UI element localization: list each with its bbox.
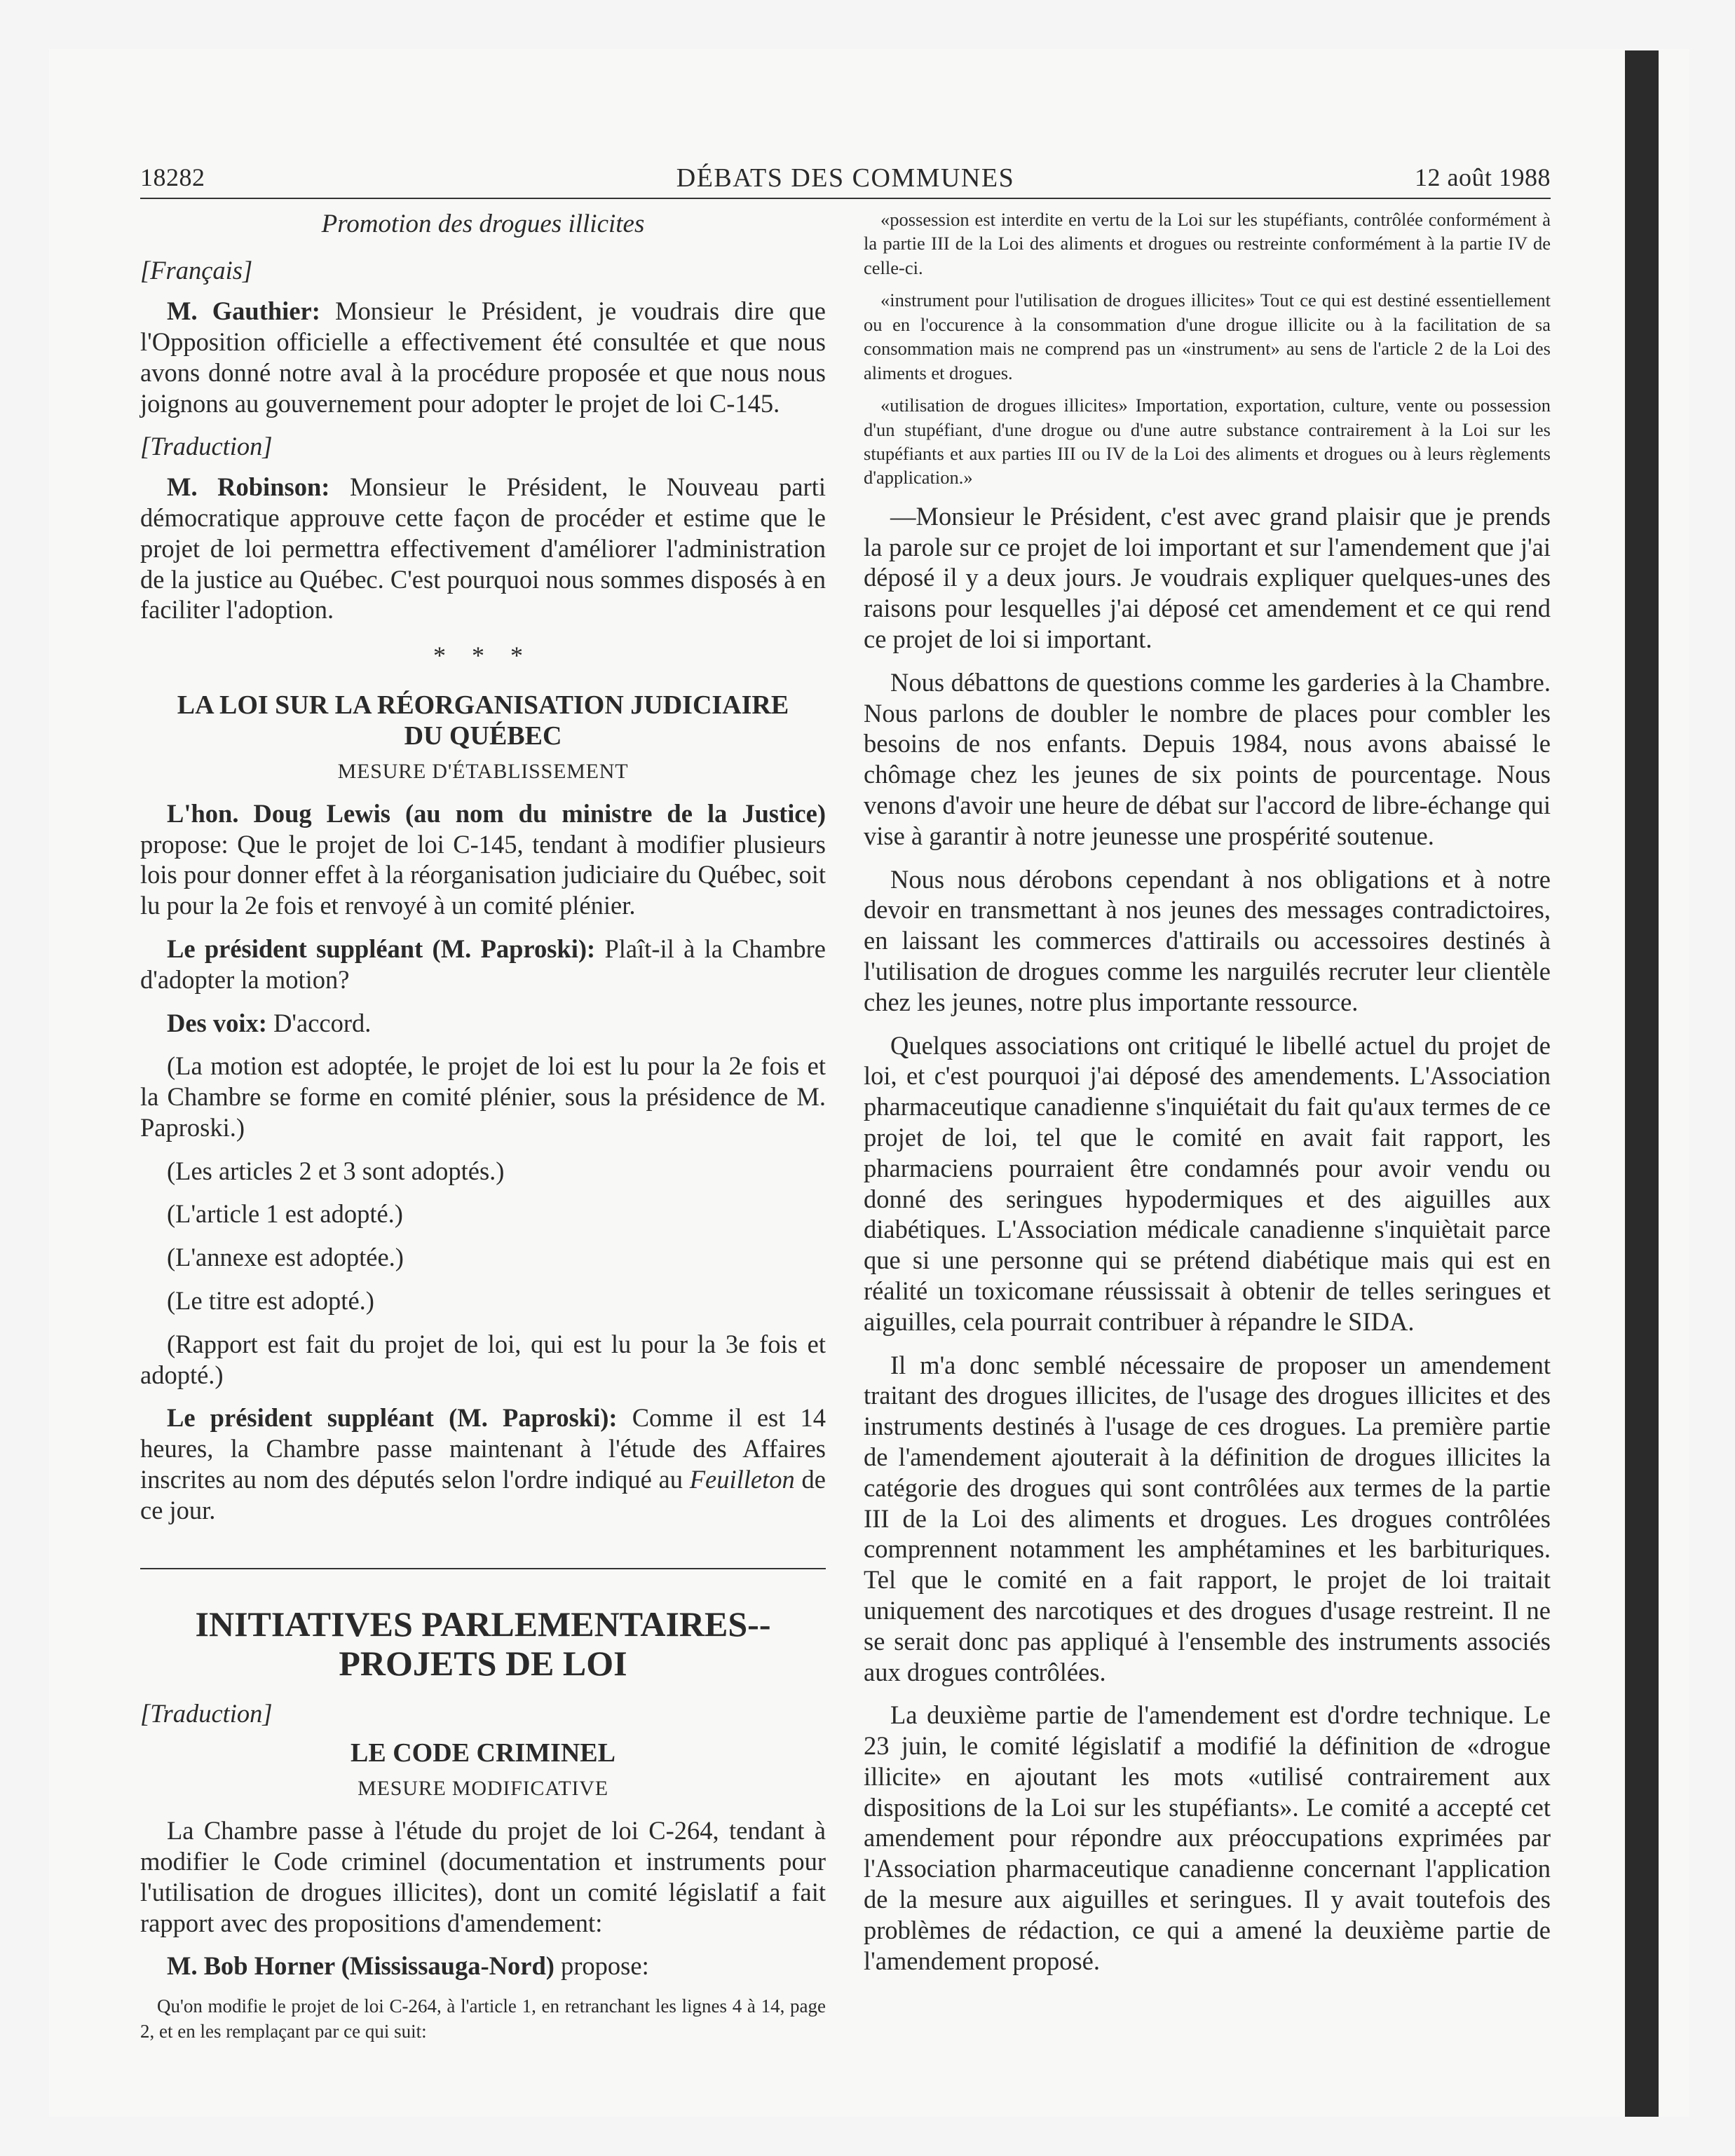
speaker-president: Le président suppléant (M. Paproski): — [167, 934, 596, 963]
section-title-code-criminel: LE CODE CRIMINEL — [351, 1738, 615, 1768]
section-subhead-modificative: MESURE MODIFICATIVE — [358, 1777, 608, 1801]
paragraph-right-5: Il m'a donc semblé nécessaire de proposer un amendement traitant des drogues illicites, de l'usage des drogues illicites et des instruments destinés à l'usage de ces drogues. La première partie de l'amendement ajouterait à la définition de drogues illicites la catégorie des drogues qui sont contrôlées aux termes de la partie III de la Loi des aliments et drogues. Les drogues contrôlées comprennent notamment les amphétamines et les barbituriques. Tel que le comité en a fait rapport, le projet de loi traitait uniquement des narcotiques et des drogues d'usage restreint. Il ne se serait donc pas appliqué à l'ensemble des instruments associés aux drogues contrôlées. — [864, 1350, 1551, 1686]
feuilleton-italic: Feuilleton — [689, 1465, 795, 1494]
speaker-president: Le président suppléant (M. Paproski): — [167, 1403, 618, 1433]
scan-edge-shadow — [1625, 50, 1659, 2117]
language-marker-traduction: [Traduction] — [140, 432, 273, 461]
paragraph-right-1: —Monsieur le Président, c'est avec grand plaisir que je prends la parole sur ce projet de loi important et sur l'amendement que j'ai déposé il y a deux jours. Je voudrais expliquer quelques-unes des raisons pour lesquelles j'ai déposé cet amendement et ce qui rend ce projet de loi si important. — [864, 501, 1551, 653]
paragraph-rapport: (Rapport est fait du projet de loi, qui est lu pour la 3e fois et adopté.) — [140, 1329, 826, 1389]
definition-quote-instrument: «instrument pour l'utilisation de drogues illicites» Tout ce qui est destiné essentiellement ou en l'occurence à la consommation d'une drogue illicite ou à la facilitation de sa consommation mais ne comprend pas un «instrument» au sens de l'article 2 de la Loi des aliments et drogues. — [864, 289, 1551, 383]
header-rule — [140, 198, 1551, 199]
definition-quote-utilisation: «utilisation de drogues illicites» Importation, exportation, culture, vente ou possession d'un stupéfiant, d'une drogue ou d'une autre substance contrairement à la Loi sur les stupéfiants et aux parties III ou IV de la Loi des aliments et drogues ou à leurs règlements d'application.» — [864, 395, 1551, 489]
page-header — [140, 163, 1551, 199]
right-column — [864, 207, 1551, 1988]
language-marker-francais: [Français] — [140, 256, 253, 285]
paragraph-president-1: Le président suppléant (M. Paproski): Plaît-il à la Chambre d'adopter la motion? — [140, 934, 826, 994]
speaker-lewis: L'hon. Doug Lewis (au nom du ministre de la Justice) — [167, 798, 826, 828]
page-date: 12 août 1988 — [1415, 163, 1551, 191]
paragraph-president-2: Le président suppléant (M. Paproski): Comme il est 14 heures, la Chambre passe maintenant à l'étude des Affaires inscrites au nom des députés selon l'ordre indiqué au Feuilleton de ce jour. — [140, 1403, 826, 1524]
paragraph-article-1: (L'article 1 est adopté.) — [167, 1199, 403, 1229]
running-title: DÉBATS DES COMMUNES — [676, 163, 1015, 193]
paragraph-lewis: L'hon. Doug Lewis (au nom du ministre de la Justice) propose: Que le projet de loi C-145, tendant à modifier plusieurs lois pour donner effet à la réorganisation judiciaire du Québec, soit lu pour la 2e fois et renvoyé à un comité plénier. — [140, 798, 826, 920]
definition-quote-possession: «possession est interdite en vertu de la Loi sur les stupéfiants, contrôlée conformément à la partie III de la Loi des aliments et drogues ou restreinte conformément à la partie IV de celle-ci. — [864, 209, 1551, 278]
left-column — [140, 207, 826, 2052]
section-separator: * * * — [433, 641, 533, 670]
language-marker-traduction: [Traduction] — [140, 1698, 273, 1728]
paragraph-annexe: (L'annexe est adoptée.) — [167, 1243, 404, 1272]
section-subhead-etablissement: MESURE D'ÉTABLISSEMENT — [337, 759, 629, 783]
section-divider — [140, 1568, 826, 1569]
paragraph-right-2: Nous débattons de questions comme les garderies à la Chambre. Nous parlons de doubler le nombre de places pour combler les besoins de nos enfants. Depuis 1984, nous avons abaissé le chômage chez les jeunes de six points de pourcentage. Nous venons d'avoir une heure de débat sur l'accord de libre-échange qui vise à garantir à notre jeunesse une prospérité soutenue. — [864, 667, 1551, 850]
paragraph-right-6: La deuxième partie de l'amendement est d'ordre technique. Le 23 juin, le comité législatif a modifié la définition de «drogue illicite» en ajoutant les mots «utilisé contrairement aux dispositions de la Loi sur les stupéfiants». Le comité a accepté cet amendement pour répondre aux préoccupations exprimées par l'Association pharmaceutique canadienne concernant l'application de la mesure aux aiguilles et seringues. Il y avait toutefois des problèmes de rédaction, ce qui a amené la deuxième partie de l'amendement proposé. — [864, 1700, 1551, 1975]
paragraph-right-4: Quelques associations ont critiqué le libellé actuel du projet de loi, et c'est pourquoi j'ai déposé des amendements. L'Association pharmaceutique canadienne s'inquiétait du fait qu'aux termes de ce projet de loi, tel que le comité en avait fait rapport, les pharmaciens pourraient être condamnés pour avoir vendu ou donné des seringues hypodermiques et des aiguilles aux diabétiques. L'Association médicale canadienne s'inquiètait parce que si une personne qui se prétend diabétique mais qui est en réalité un toxicomane réussissait à obtenir de telles seringues et aiguilles, cela pourrait contribuer à répandre le SIDA. — [864, 1030, 1551, 1336]
paragraph-titre: (Le titre est adopté.) — [167, 1286, 374, 1316]
paragraph-right-3: Nous nous dérobons cependant à nos obligations et à notre devoir en transmettant à nos jeunes des messages contradictoires, en laissant les commerces d'attirails ou accessoires destinés à l'utilisation de drogues comme les narguilés recruter leur clientèle chez les jeunes, notre plus importante ressource. — [864, 864, 1551, 1016]
speaker-voices: Des voix: — [167, 1008, 267, 1037]
speaker-horner: M. Bob Horner (Mississauga-Nord) — [167, 1951, 554, 1981]
paragraph-gauthier: M. Gauthier: Monsieur le Président, je voudrais dire que l'Opposition officielle a effectivement été consultée et que nous avons donné notre aval à la procédure proposée et que nous nous joignons au gouvernement pour adopter le projet de loi C-145. — [140, 296, 826, 418]
topic-heading: Promotion des drogues illicites — [321, 210, 645, 238]
paragraph-voices: Des voix: D'accord. — [167, 1008, 372, 1037]
section-title-quebec: LA LOI SUR LA RÉORGANISATION JUDICIAIRE DU QUÉBEC — [177, 690, 789, 751]
speaker-gauthier: M. Gauthier: — [167, 296, 320, 326]
paragraph-articles: (Les articles 2 et 3 sont adoptés.) — [167, 1156, 505, 1185]
speaker-robinson: M. Robinson: — [167, 472, 330, 502]
major-heading: INITIATIVES PARLEMENTAIRES-- PROJETS DE LOI — [195, 1604, 771, 1683]
paragraph-motion: (La motion est adoptée, le projet de loi est lu pour la 2e fois et la Chambre se forme en comité plénier, sous la présidence de M. Paproski.) — [140, 1051, 826, 1142]
amendment-quote: Qu'on modifie le projet de loi C-264, à l'article 1, en retranchant les lignes 4 à 14, page 2, et en les remplaçant par ce qui suit: — [140, 1995, 826, 2042]
paragraph-robinson: M. Robinson: Monsieur le Président, le Nouveau parti démocratique approuve cette façon de procéder et estime que le projet de loi permettra effectivement d'améliorer l'administration de la justice au Québec. C'est pourquoi nous sommes disposés à en faciliter l'adoption. — [140, 472, 826, 625]
page-number: 18282 — [140, 163, 205, 191]
paragraph-chambre: La Chambre passe à l'étude du projet de loi C-264, tendant à modifier le Code criminel (documentation et instruments pour l'utilisation de drogues illicites), dont un comité législatif a fait rapport avec des propositions d'amendement: — [140, 1816, 826, 1937]
paragraph-horner: M. Bob Horner (Mississauga-Nord) propose: — [167, 1951, 649, 1981]
